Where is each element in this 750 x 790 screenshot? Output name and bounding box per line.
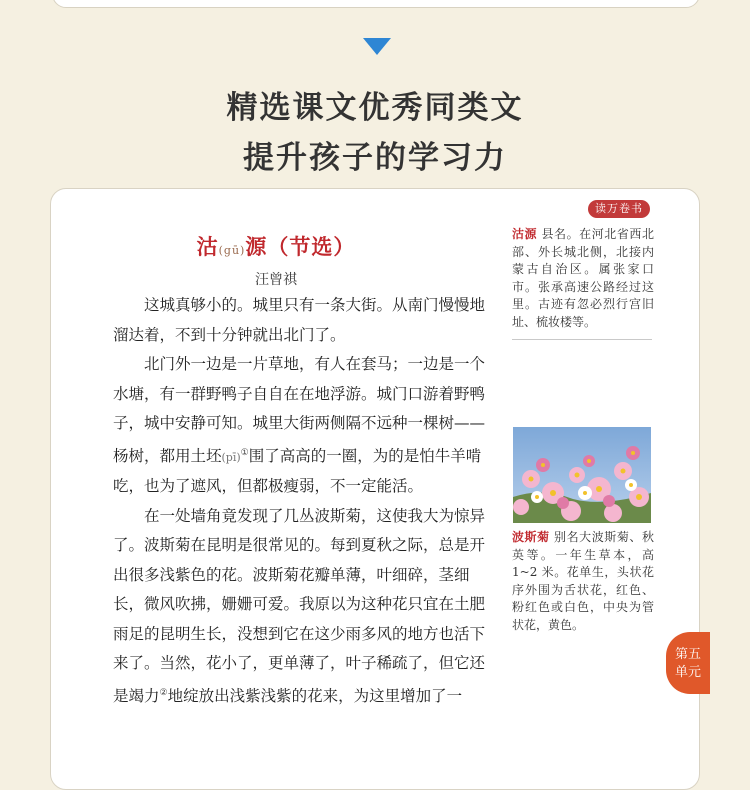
reading-badge: 读万卷书 [588, 200, 650, 218]
side-note-gu-yuan [512, 226, 654, 331]
paragraph-2 [113, 350, 495, 502]
down-arrow-icon [363, 38, 391, 55]
paragraph-3 [113, 502, 495, 712]
paragraph-3-part-b: 地绽放出浅紫浅紫的花来，为这里增加了一 [167, 686, 463, 705]
note-term: 波斯菊 [512, 530, 550, 544]
note-text: 县名。在河北省西北部、外长城北侧，北接内蒙古自治区。属张家口市。张承高速公路经过这里。古迹有忽必烈行宫旧址、梳妆楼等。 [512, 227, 654, 329]
note-text: 别名大波斯菊、秋英等。一年生草本，高 1~2 米。花单生，头状花序外围为舌状花，红色、粉红色或白色，中央为管状花，黄色。 [512, 530, 654, 632]
title-pinyin: (gū) [218, 244, 246, 257]
book-page [50, 188, 700, 790]
title-char: 沽 [196, 234, 219, 259]
headline-line-2: 提升孩子的学习力 [243, 140, 507, 176]
headline-line-1: 精选课文优秀同类文 [226, 90, 524, 126]
paragraph-2-part-b: 围了高高的一圈，为的是怕牛羊啃吃，也为了遮风，但都极瘦弱，不一定能活。 [113, 446, 482, 496]
article-title [51, 231, 501, 261]
side-note-bo-si-ju [512, 529, 654, 634]
pinyin-annotation: (pī) [221, 450, 241, 464]
unit-tab [666, 632, 710, 694]
footnote-marker-1: ① [240, 447, 249, 458]
paragraph-2-part-a: 北门外一边是一片草地，有人在套马；一边是一个水塘，有一群野鸭子自自在在地浮游。城门口游着野鸭子，城中安静可知。城里大街两侧隔不远种一棵树——杨树，都用土坯 [113, 355, 486, 465]
note-term: 沽源 [512, 227, 538, 241]
footnote-marker-2: ② [159, 687, 168, 698]
article-body [113, 291, 495, 711]
paragraph-1: 这城真够小的。城里只有一条大街。从南门慢慢地溜达着，不到十分钟就出北门了。 [113, 296, 486, 344]
unit-tab-line-1: 第五 [675, 647, 702, 662]
paragraph-3-part-a: 在一处墙角竟发现了几丛波斯菊，这使我大为惊异了。波斯菊在昆明是很常见的。每到夏秋之际，总是开出很多浅紫色的花。波斯菊花瓣单薄，叶细碎，茎细长，微风吹拂，姗姗可爱。我原以为这种花只宜在土肥雨足的昆明生长，没想到它在这少雨多风的地方也活下来了。当然，花小了，更单薄了，叶子稀疏了，但它还是竭力 [113, 506, 486, 705]
previous-page-card [52, 0, 700, 8]
cosmos-flower-photo [513, 427, 651, 523]
article-author: 汪曾祺 [255, 272, 297, 288]
title-rest: 源（节选） [245, 234, 356, 259]
unit-tab-line-2: 单元 [675, 665, 702, 680]
side-divider [512, 339, 652, 340]
